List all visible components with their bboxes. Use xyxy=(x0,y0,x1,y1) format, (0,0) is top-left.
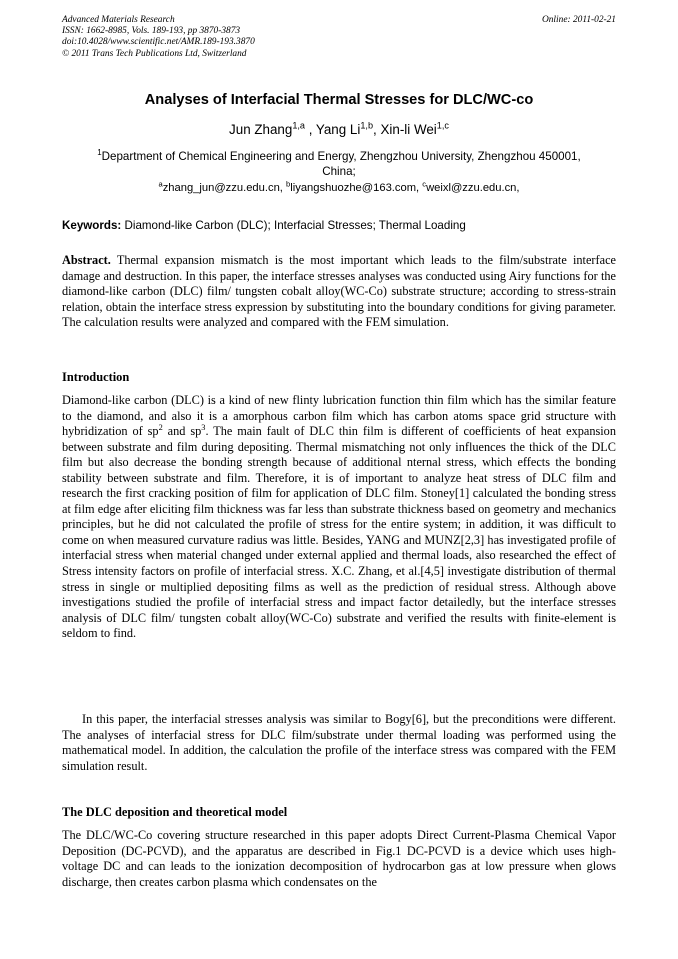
keywords xyxy=(62,219,616,232)
journal-header xyxy=(62,15,255,60)
paragraph-text: . The main fault of DLC thin film is different of coefficients of heat expansion between substrate and film during depositing. Thermal mismatching not only influences the thick of the DLC film but also decrease the bonding strength because of additional nternal stress, which effects the bonding stability between substrate and film. Therefore, it is of important to analyze heat stress of DLC film and research the first cracking position of film for application of DLC film. Stoney[1] calculated the bonding stress at film edge after eliciting film thickness was far less than substrate thickness based on geometry and mechanics principles, but he did not calculated the profile of stress for the entire system; in addition, it was difficult to come on when measured curvature radius was little. Besides, YANG and MUNZ[2,3] has investigated profile of interfacial stress when material changed under external applied and thermal loads, also researched the effect of Stress intensity factors on profile of interfacial stress. X.C. Zhang, et al.[4,5] investigate distribution of thermal stress in single or multiplied depositing films as well as the prediction of residual stress. Although above investigations studied the profile of interfacial stress and impact factor detailedly, but the interface stresses analysis of DLC film/ tungsten cobalt alloy(WC-Co) substrate and verified the results with finite-element is seldom to find. xyxy=(62,424,616,641)
author-affiliation-mark: 1,a xyxy=(292,120,305,131)
introduction-paragraph-2: In this paper, the interfacial stresses analysis was similar to Bogy[6], but the preconditions were different. The analyses of interfacial stress for DLC film/substrate under thermal loading was performed using the mathematical model. In addition, the calculation the profile of the interface stress was compared with the FEM simulation result. xyxy=(62,712,616,773)
author-affiliation-mark: 1,c xyxy=(436,120,449,131)
issn-line: ISSN: 1662-8985, Vols. 189-193, pp 3870-3873 xyxy=(62,26,241,37)
online-date: Online: 2011-02-21 xyxy=(541,15,616,25)
journal-name: Advanced Materials Research xyxy=(62,15,175,25)
affiliation-text: Department of Chemical Engineering and Energy, Zhengzhou University, Zhengzhou 450001, xyxy=(101,150,581,163)
affiliation-line-2: China; xyxy=(322,165,356,178)
email-mark: b xyxy=(286,179,291,189)
affiliation-line xyxy=(62,149,616,164)
author-affiliation-mark: 1,b xyxy=(360,120,374,131)
email-link[interactable]: zhang_jun@zzu.edu.cn, xyxy=(162,182,287,194)
author-separator: , xyxy=(305,122,316,137)
author-separator: , xyxy=(373,122,381,137)
email-mark: a xyxy=(158,179,163,189)
keywords-label: Keywords: xyxy=(62,219,122,232)
abstract-label: Abstract. xyxy=(62,253,111,267)
email-mark: c xyxy=(422,179,427,189)
author-list xyxy=(62,122,616,137)
section-heading-introduction: Introduction xyxy=(62,370,130,384)
paper-title: Analyses of Interfacial Thermal Stresses for DLC/WC-co xyxy=(144,92,534,108)
introduction-paragraph-1 xyxy=(62,393,616,642)
author-name: Xin-li Wei xyxy=(380,122,437,137)
paragraph-text: Diamond-like carbon (DLC) is a kind of new flinty lubrication function thin film which has the similar feature to the diamond, and also it is a amorphous carbon film which has carbon atoms space grid structure with hybridization of sp xyxy=(62,393,616,439)
affiliation-mark: 1 xyxy=(97,148,102,158)
author-name: Yang Li xyxy=(315,122,361,137)
superscript: 2 xyxy=(158,423,163,432)
superscript: 3 xyxy=(201,423,206,432)
email-link[interactable]: weixl@zzu.edu.cn, xyxy=(426,182,520,194)
author-name: Jun Zhang xyxy=(229,122,293,137)
author-emails xyxy=(62,179,616,194)
copyright-line: © 2011 Trans Tech Publications Ltd, Switzerland xyxy=(62,48,247,59)
affiliation xyxy=(62,149,616,179)
keywords-text: Diamond-like Carbon (DLC); Interfacial Stresses; Thermal Loading xyxy=(121,219,466,232)
paragraph-text: and sp xyxy=(162,424,202,439)
abstract xyxy=(62,253,616,331)
dlc-paragraph-1: The DLC/WC-Co covering structure researched in this paper adopts Direct Current-Plasma Chemical Vapor Deposition (DC-PCVD), and the apparatus are described in Fig.1 DC-PCVD is a device which uses high-voltage DC and can leads to the ionization decomposition of hydrocarbon gas at low pressure when glows discharge, then creates carbon plasma which condensates on the xyxy=(62,828,616,889)
email-link[interactable]: liyangshuozhe@163.com, xyxy=(290,182,423,194)
section-heading-dlc-deposition: The DLC deposition and theoretical model xyxy=(62,805,288,819)
doi-line: doi:10.4028/www.scientific.net/AMR.189-193.3870 xyxy=(62,37,255,48)
abstract-text: Thermal expansion mismatch is the most important which leads to the film/substrate interface damage and destruction. In this paper, the interface stresses analyses was conducted using Airy functions for the diamond-like carbon (DLC) film/ tungsten cobalt alloy(WC-Co) substrate structure; according to stress-strain relation, obtain the interface stress expression by substituting into the boundary conditions for giving parameter. The calculation results were analyzed and compared with the FEM simulation. xyxy=(62,253,616,330)
